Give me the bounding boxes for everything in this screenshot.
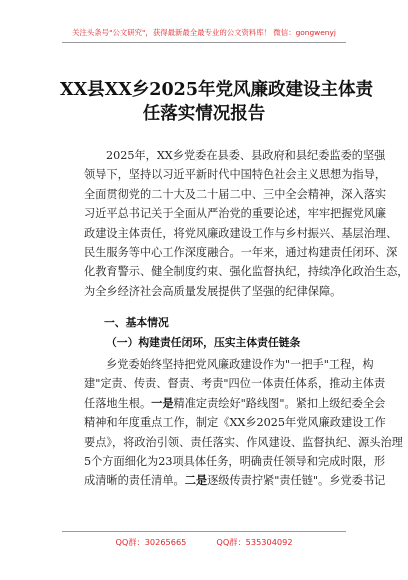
intro-paragraph <box>84 146 408 301</box>
point-marker-one: 一是 <box>151 395 174 410</box>
document-title <box>60 78 374 126</box>
intro-line: 领导下，坚持以习近平新时代中国特色社会主义思想为指导， <box>84 168 387 182</box>
intro-line: 为全乡经济社会高质量发展提供了坚强的纪律保障。 <box>84 284 342 298</box>
intro-line: 政建设主体责任，将党风廉政建设工作与乡村振兴、基层治理、 <box>84 226 398 240</box>
intro-line: 2025年，XX乡党委在县委、县政府和县纪委监委的坚强 <box>106 149 386 162</box>
sub1-line <box>84 471 386 490</box>
subsection-heading-responsibility-loop: （一）构建责任闭环，压实主体责任链条 <box>106 336 301 349</box>
intro-line: 习近平总书记关于全面从严治党的重要论述，牢牢把握党风廉 <box>84 207 387 221</box>
intro-line: 化教育警示、健全制度约束、强化监督执纪，持续净化政治生态， <box>84 265 408 279</box>
subsection-1-paragraph <box>84 355 403 491</box>
sub1-line: 5个方面细化为23项具体任务，明确责任领导和完成时限，形 <box>84 454 386 468</box>
intro-line: 民生服务等中心工作深度融合。一年来，通过构建责任闭环、深 <box>84 245 398 259</box>
sub1-text: 成清晰的责任清单。 <box>84 474 185 488</box>
header-promo-note: 关注头条号"公文研究"，获得最新最全最专业的公文资料库！ 微信：gongwenyj <box>72 28 336 37</box>
sub1-line: 要点》，将政治引领、责任落实、作风建设、监督执纪、源头治理 <box>84 435 403 449</box>
sub1-line: 精神和年度重点工作，制定《XX乡2025年党风廉政建设工作 <box>84 416 386 430</box>
sub1-line: 建"定责、传责、督责、考责"四位一体责任体系，推动主体责 <box>84 377 386 391</box>
footer-divider <box>62 531 346 532</box>
sub1-line: 乡党委始终坚持把党风廉政建设作为"一把手"工程，构 <box>106 358 374 371</box>
sub1-line <box>84 394 386 413</box>
footer-contacts <box>0 537 408 548</box>
footer-qq-group-1: QQ群：30265665 <box>115 537 187 547</box>
header-divider <box>62 42 346 43</box>
sub1-text: 逐级传责拧紧"责任链"。乡党委书记 <box>207 474 386 488</box>
title-line-2: 任落实情况报告 <box>142 104 266 124</box>
intro-line: 全面贯彻党的二十大及二十届二中、三中全会精神，深入落实 <box>84 187 387 201</box>
sub1-text: 精准定责绘好"路线图"。紧扣上级纪委全会 <box>173 396 386 410</box>
sub1-text: 任落地生根。 <box>84 396 152 410</box>
title-line-1: XX县XX乡2025年党风廉政建设主体责 <box>60 80 374 100</box>
point-marker-two: 二是 <box>184 473 208 488</box>
footer-qq-group-2: QQ群：535304092 <box>216 537 293 547</box>
section-heading-basic-situation: 一、基本情况 <box>104 316 169 329</box>
